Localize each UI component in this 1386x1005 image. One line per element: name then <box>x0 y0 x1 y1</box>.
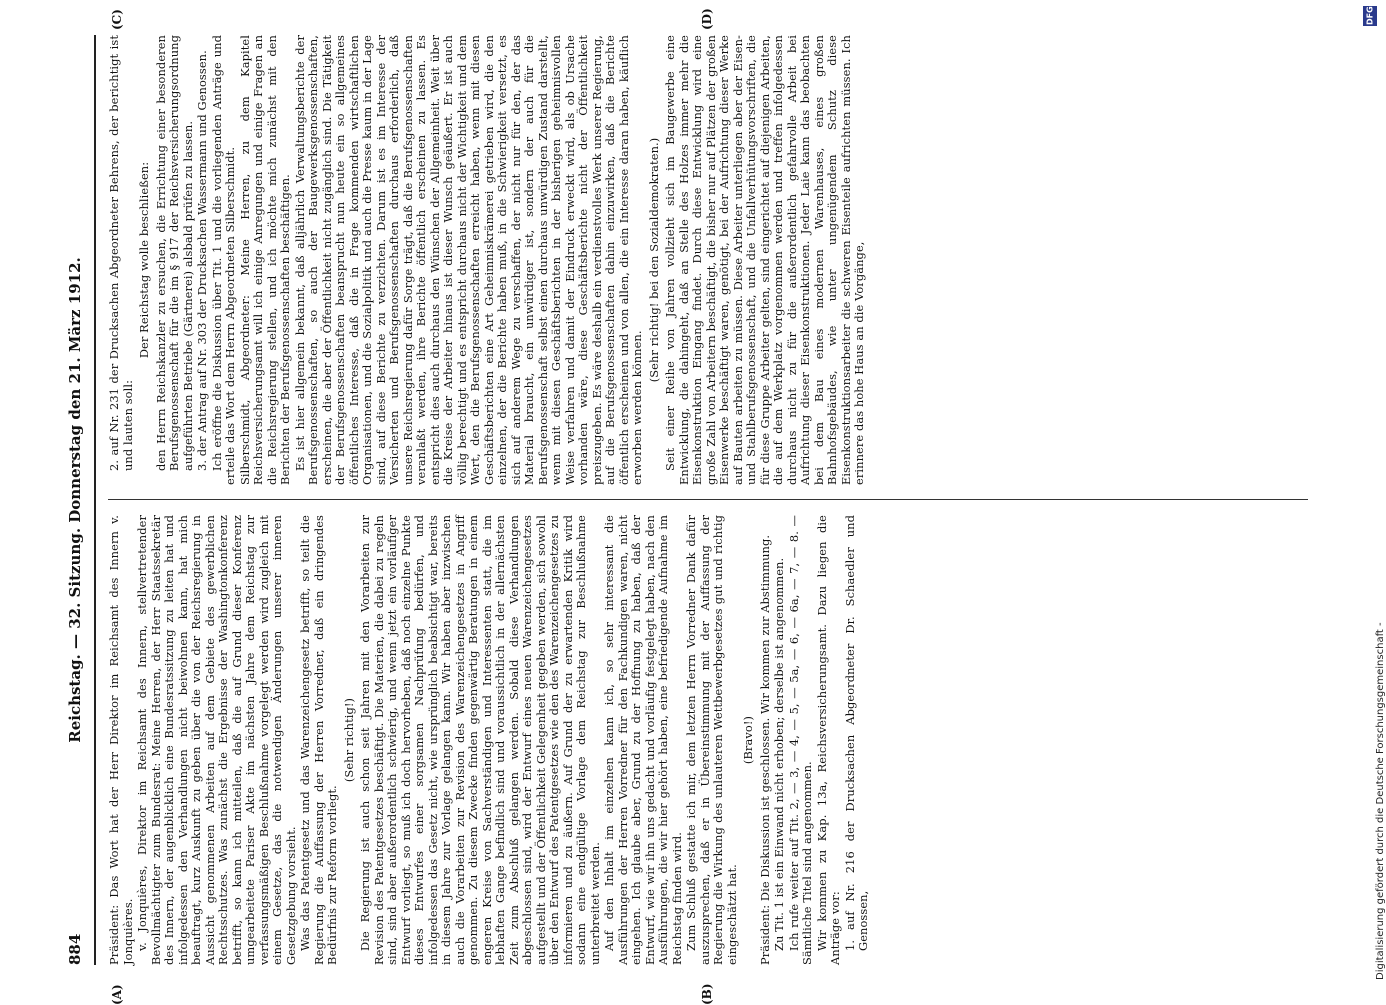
paragraph: Wir kommen zu Kap. 13a, Reichsversicherungsamt. Dazu liegen die Anträge vor: <box>816 515 843 965</box>
paragraph: den Herrn Reichskanzler zu ersuchen, die Errichtung einer besonderen Berufsgenossenschaft für die im § 917 der Reichsversicherungsordnung aufgeführten Betriebe (Gärtnerei) alsbald prüfen zu lassen. <box>155 35 196 485</box>
list-item: 3. der Antrag auf Nr. 303 der Drucksachen Wassermann und Genossen. <box>196 35 210 485</box>
dfg-logo: DFG <box>1363 6 1377 26</box>
marker-d: (D) <box>700 8 714 30</box>
paragraph: Zu Tit. 1 ist ein Einwand nicht erhoben; derselbe ist angenommen. <box>773 515 787 965</box>
marker-b: (B) <box>700 984 714 1005</box>
marker-a: (A) <box>110 984 124 1005</box>
left-column <box>108 515 1308 965</box>
paragraph: Zum Schluß gestatte ich mir, dem letzten Herrn Vorredner Dank dafür auszusprechen, daß er in Übereinstimmung mit der Auffassung der Regierung die Wirkung des unlauteren Wettbewerbgesetzes gut und richtig eingeschätzt hat. <box>685 515 739 965</box>
interjection: (Sehr richtig!) <box>343 515 357 965</box>
rotated-content <box>60 35 1330 965</box>
paragraph: Auf den Inhalt im einzelnen kann ich, so sehr interessant die Ausführungen der Herren Vorredner für den Fachkundigen waren, nicht eingehen. Ich glaube aber, Grund zu der Hoffnung zu haben, daß der Entwurf, wie wir ihn uns gedacht und vorläufig festgelegt haben, nach den Ausführungen, die wir hier gehört haben, eine befriedigende Aufnahme im Reichstag finden wird. <box>603 515 684 965</box>
paragraph: Die Regierung ist auch schon seit Jahren mit den Vorarbeiten zur Revision des Patentgesetzes beschäftigt. Die Materien, die dabei zu regeln sind, sind aber außerordentlich schwierig, und wenn jetzt ein vorläufiger Entwurf vorliegt, so muß ich doch hervorheben, daß noch einzelne Punkte dieses Entwurfes einer sorgsamen Nachprüfung bedürfen, und infolgedessen das Gesetz nicht, wie ursprünglich beabsichtigt war, bereits in diesem Jahre zur Vorlage gelangen kann. Wir haben aber inzwischen auch die Vorarbeiten zur Revision des Warenzeichengesetzes in Angriff genommen. Zu diesem Zwecke finden gegenwärtig Beratungen in einem engeren Kreise von Sachverständigen und Interessenten statt, die im lebhaften Gange befindlich sind und voraussichtlich in der allernächsten Zeit zum Abschluß gelangen werden. Sobald diese Verhandlungen abgeschlossen sind, wird der Entwurf eines neuen Warenzeichengesetzes aufgestellt und der Öffentlichkeit Gelegenheit gegeben werden, sich sowohl über den Entwurf des Patentgesetzes wie den des Warenzeichengesetzes zu informieren und zu äußern. Auf Grund der zu erwartenden Kritik wird sodann eine endgültige Vorlage dem Reichstag zur Beschlußnahme unterbreitet werden. <box>359 515 602 965</box>
paragraph: Ich eröffne die Diskussion über Tit. 1 und die vorliegenden Anträge und erteile das Wort dem Herrn Abgeordneten Silberschmidt. <box>211 35 238 485</box>
header-rule <box>94 35 96 965</box>
paragraph: Präsident: Das Wort hat der Herr Direktor im Reichsamt des Innern v. Jonquières. <box>108 515 135 965</box>
column-divider <box>108 499 1308 500</box>
paragraph: v. Jonquières, Direktor im Reichsamt des Innern, stellvertretender Bevollmächtigter zum Bundesrat: Meine Herren, der Herr Staatssekretär des Innern, der augenblicklich eine Bundesratssitzung zu leiten hat und infolgedessen den Verhandlungen nicht beiwohnen kann, hat mich beauftragt, kurz Auskunft zu geben über die von der Reichsregierung in Aussicht genommenen Arbeiten auf dem Gebiete des gewerblichen Rechtsschutzes. Was zunächst die Ergebnisse der Washingtonkonferenz betrifft, so kann ich mitteilen, daß die auf Grund dieser Konferenz umgearbeitete Pariser Akte im nächsten Jahre dem Reichstag zur verfassungsmäßigen Beschlußnahme vorgelegt werden wird zugleich mit einem Gesetze, das die notwendigen Änderungen unserer inneren Gesetzgebung vorsieht. <box>136 515 298 965</box>
funding-note <box>1359 20 1375 980</box>
paragraph: Ich rufe weiter auf Tit. 2, — 3, — 4, — 5, — 5a, — 6, — 6a, — 7, — 8. — Sämtliche Titel sind angenommen. <box>788 515 815 965</box>
paragraph: Der Reichstag wolle beschließen: <box>138 35 152 485</box>
marker-c: (C) <box>110 9 124 30</box>
header-title: Reichstag. — 32. Sitzung. Donnerstag den 21. März 1912. <box>66 35 84 965</box>
list-item: 1. auf Nr. 216 der Drucksachen Abgeordneter Dr. Schaedler und Genossen, <box>844 515 871 965</box>
right-column <box>108 35 1308 485</box>
interjection: (Sehr richtig! bei den Sozialdemokraten.) <box>648 35 662 485</box>
paragraph: Seit einer Reihe von Jahren vollzieht sich im Baugewerbe eine Entwicklung, die dahingeht, daß an Stelle des Holzes immer mehr die Eisenkonstruktion Eingang findet. Durch diese Entwicklung wird eine große Zahl von Arbeitern beschäftigt, die bisher nur auf Plätzen der großen Eisenwerke beschäftigt waren, genötigt, bei der Aufrichtung dieser Werke auf Bauten arbeiten zu müssen. Diese Arbeiter unterliegen aber der Eisen- und Stahlberufsgenossenschaft, und die Unfallverhütungsvorschriften, die für diese Gruppe Arbeiter gelten, sind eingerichtet auf diejenigen Arbeiten, die auf dem Werkplatz vorgenommen werden und treffen infolgedessen durchaus nicht zu für die außerordentlich gefahrvolle Arbeit bei Aufrichtung dieser Eisenkonstruktionen. Jeder Laie kann das beobachten bei dem Bau eines modernen Warenhauses, eines großen Bahnhofsgebäudes, wie unter ungenügendem Schutz diese Eisenkonstruktionsarbeiter die schweren Eisenteile aufrichten müssen. Ich erinnere das hohe Haus an die Vorgänge, <box>664 35 867 485</box>
page-number: 884 <box>66 934 84 965</box>
paragraph: Präsident: Die Diskussion ist geschlossen. Wir kommen zur Abstimmung. <box>759 515 773 965</box>
list-item: 2. auf Nr. 231 der Drucksachen Abgeordneter Behrens, der berichtigt ist und lauten soll: <box>108 35 135 485</box>
interjection: (Bravo!) <box>742 515 756 965</box>
funding-note-text: Digitalisierung gefördert durch die Deutsche Forschungsgemeinschaft - <box>1375 622 1386 980</box>
paragraph: Es ist hier allgemein bekannt, daß alljährlich Verwaltungsberichte der Berufsgenossenschaften, so auch der Baugewerksgenossenschaften, erscheinen, die aber der Öffentlichkeit nicht zugänglich sind. Die Tätigkeit der Berufsgenossenschaften beansprucht nun heute ein so allgemeines öffentliches Interesse, daß die in Frage kommenden wirtschaftlichen Organisationen, und die Sozialpolitik und auch die Presse kaum in der Lage sind, auf diese Berichte zu verzichten. Darum ist es im Interesse der Versicherten und Berufsgenossenschaften durchaus erforderlich, daß unsere Reichsregierung dafür Sorge trägt, daß die Berufsgenossenschaften veranlaßt werden, ihre Berichte öffentlich erscheinen zu lassen. Es entspricht dies auch durchaus den Wünschen der Allgemeinheit. Weit über die Kreise der Arbeiter hinaus ist dieser Wunsch geäußert. Er ist auch völlig berechtigt und es entspricht durchaus nicht der Wichtigkeit und dem Wert, den die Berufsgenossenschaften erreicht haben, wenn mit diesen Geschäftsberichten eine Art Geheimniskrämerei getrieben wird, die den einzelnen, der die Berichte haben muß, in die Schwierigkeit versetzt, es sich auf anderem Wege zu verschaffen, der nicht nur für den, der das Material braucht, ein unwürdiger ist, sondern der auch für die Berufsgenossenschaft selbst einen durchaus unwürdigen Zustand darstellt, wenn mit diesen Geschäftsberichten in der bisherigen geheimnisvollen Weise verfahren und damit der Eindruck erweckt wird, als ob Ursache vorhanden wäre, diese Geschäftsberichte nicht der Öffentlichkeit preiszugeben. Es wäre deshalb ein verdienstvolles Werk unserer Regierung, auf die Berufsgenossenschaften dahin einzuwirken, daß die Berichte öffentlich erscheinen und von allen, die ein Interesse daran haben, käuflich erworben werden können. <box>294 35 645 485</box>
page-header <box>60 35 90 965</box>
paragraph: Silberschmidt, Abgeordneter: Meine Herren, zu dem Kapitel Reichsversicherungsamt will ich einige Anregungen und einige Fragen an die Reichsregierung stellen, und ich möchte mich zunächst mit den Berichten der Berufsgenossenschaften beschäftigen. <box>239 35 293 485</box>
paragraph: Was das Patentgesetz und das Warenzeichengesetz betrifft, so teilt die Regierung die Auffassung der Herren Vorredner, daß ein dringendes Bedürfnis zur Reform vorliegt. <box>299 515 340 965</box>
